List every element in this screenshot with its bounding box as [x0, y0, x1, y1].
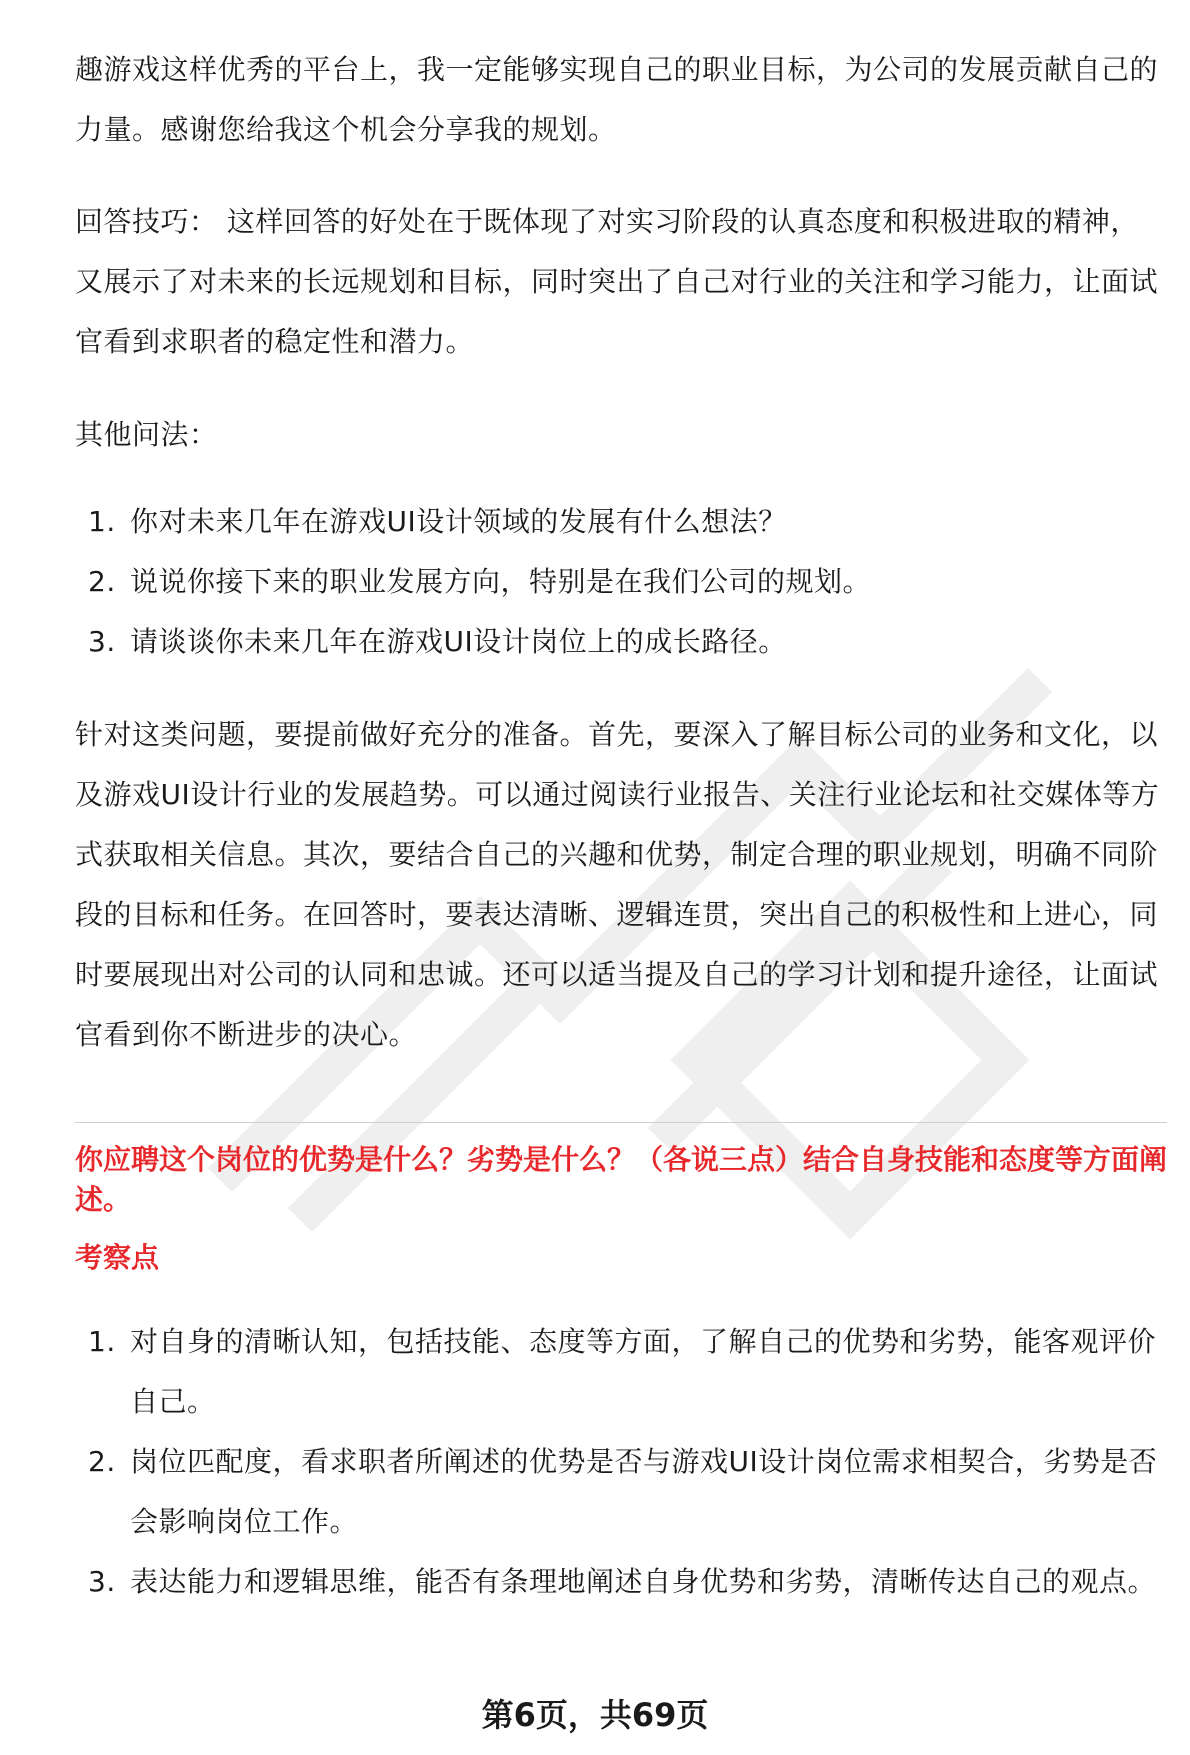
list-number: 2.	[88, 1445, 116, 1478]
other-questions-list	[75, 492, 1167, 672]
list-number: 3.	[88, 1565, 116, 1598]
assessment-label: 考察点	[75, 1241, 160, 1274]
paragraph-intro-end: 趣游戏这样优秀的平台上，我一定能够实现自己的职业目标，为公司的发展贡献自己的力量。感谢您给我这个机会分享我的规划。	[75, 53, 1159, 146]
assessment-points-list	[75, 1312, 1167, 1612]
list-item	[75, 1312, 1167, 1432]
list-text: 表达能力和逻辑思维，能否有条理地阐述自身优势和劣势，清晰传达自己的观点。	[130, 1565, 1157, 1598]
paragraph-answer-tip: 回答技巧： 这样回答的好处在于既体现了对实习阶段的认真态度和积极进取的精神，又展示了对未来的长远规划和目标，同时突出了自己对行业的关注和学习能力，让面试官看到求职者的稳定性和潜力。	[75, 205, 1159, 358]
list-text: 你对未来几年在游戏UI设计领域的发展有什么想法？	[130, 505, 787, 538]
list-number: 2.	[88, 565, 116, 598]
list-text: 对自身的清晰认知，包括技能、态度等方面，了解自己的优势和劣势，能客观评价自己。	[130, 1325, 1157, 1418]
list-item	[75, 612, 1167, 672]
list-number: 1.	[88, 1325, 116, 1358]
list-text: 请谈谈你未来几年在游戏UI设计岗位上的成长路径。	[130, 625, 787, 658]
list-item	[75, 492, 1167, 552]
paragraph-preparation-advice: 针对这类问题，要提前做好充分的准备。首先，要深入了解目标公司的业务和文化，以及游戏UI设计行业的发展趋势。可以通过阅读行业报告、关注行业论坛和社交媒体等方式获取相关信息。其次，要结合自己的兴趣和优势，制定合理的职业规划，明确不同阶段的目标和任务。在回答时，要表达清晰、逻辑连贯，突出自己的积极性和上进心，同时要展现出对公司的认同和忠诚。还可以适当提及自己的学习计划和提升途径，让面试官看到你不断进步的决心。	[75, 718, 1160, 1051]
page-footer: 第6页，共69页	[481, 1696, 709, 1734]
question-title: 你应聘这个岗位的优势是什么？劣势是什么？（各说三点）结合自身技能和态度等方面阐述。	[75, 1143, 1168, 1216]
list-text: 岗位匹配度，看求职者所阐述的优势是否与游戏UI设计岗位需求相契合，劣势是否会影响岗位工作。	[130, 1445, 1158, 1538]
other-questions-label: 其他问法：	[75, 418, 218, 451]
list-item	[75, 1432, 1167, 1552]
list-item	[75, 1552, 1167, 1612]
list-text: 说说你接下来的职业发展方向，特别是在我们公司的规划。	[130, 565, 872, 598]
list-number: 3.	[88, 625, 116, 658]
section-divider	[75, 1122, 1167, 1123]
list-number: 1.	[88, 505, 116, 538]
list-item	[75, 552, 1167, 612]
